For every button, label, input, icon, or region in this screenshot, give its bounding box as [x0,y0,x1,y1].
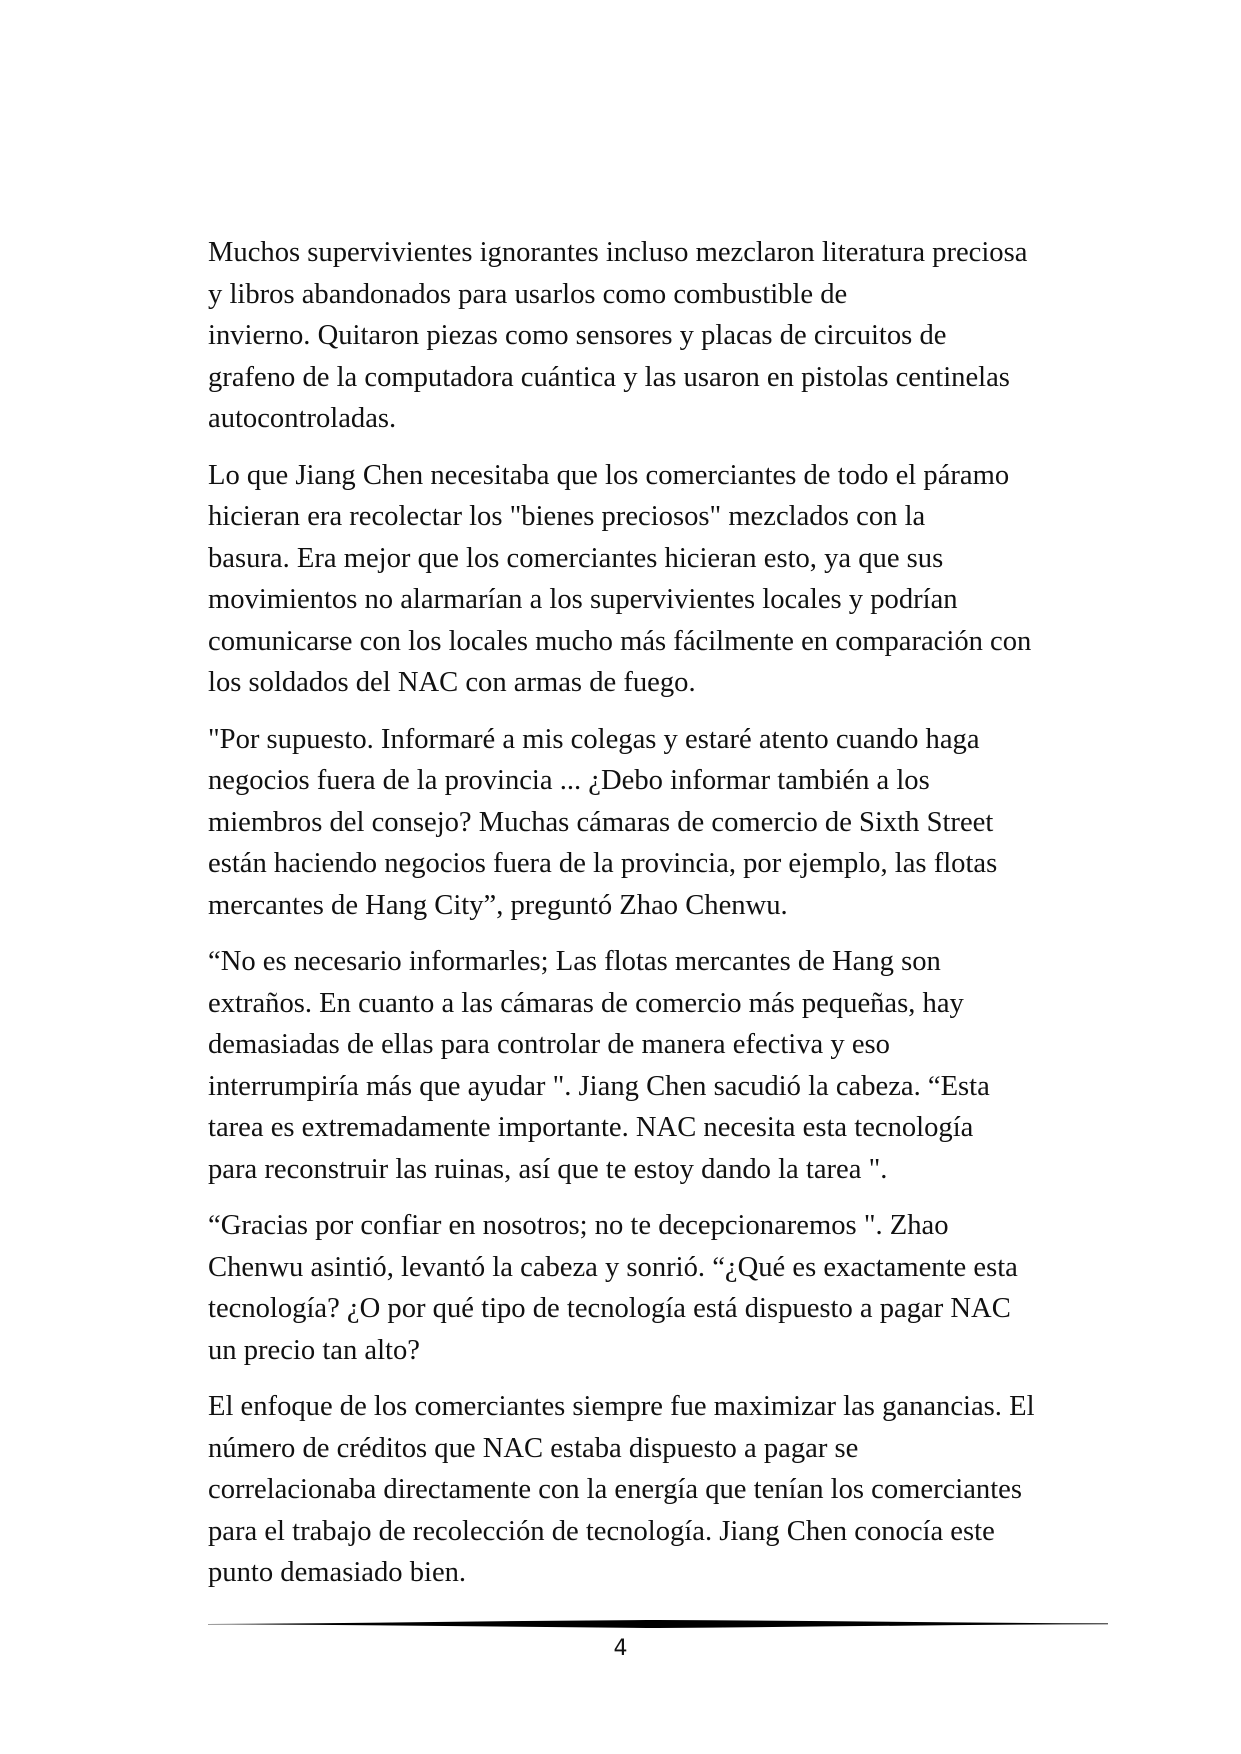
text-line: Muchos supervivientes ignorantes incluso mezclaron literatura preciosa [208,237,1028,268]
text-line: tecnología? ¿O por qué tipo de tecnología está dispuesto a pagar NAC [208,1293,1011,1324]
text-line: negocios fuera de la provincia ... ¿Debo informar también a los [208,765,930,796]
text-line: miembros del consejo? Muchas cámaras de comercio de Sixth Street [208,806,994,838]
text-line: tarea es extremadamente importante. NAC necesita esta tecnología [208,1112,974,1143]
text-line: correlacionaba directamente con la energía que tenían los comerciantes [208,1474,1022,1505]
text-line: autocontroladas. [208,403,397,434]
paragraph-3 [208,719,1080,927]
text-line: número de créditos que NAC estaba dispuesto a pagar se [208,1432,859,1464]
text-line: grafeno de la computadora cuántica y las usaron en pistolas centinelas [208,361,1010,393]
text-line: mercantes de Hang City”, preguntó Zhao Chenwu. [208,889,788,921]
text-line: y libros abandonados para usarlos como combustible de [208,278,848,310]
footer-divider [208,1617,1108,1631]
text-line: basura. Era mejor que los comerciantes hicieran esto, ya que sus [208,542,944,574]
text-line: para el trabajo de recolección de tecnología. Jiang Chen conocía este [208,1515,995,1547]
text-line: invierno. Quitaron piezas como sensores y placas de circuitos de [208,320,947,351]
text-line: los soldados del NAC con armas de fuego. [208,667,696,698]
text-line: para reconstruir las ruinas, así que te estoy dando la tarea ". [208,1153,888,1185]
text-line: movimientos no alarmarían a los supervivientes locales y podrían [208,584,958,615]
text-line: un precio tan alto? [208,1334,420,1366]
body-text [208,232,1080,1609]
paragraph-2 [208,455,1080,704]
text-line: "Por supuesto. Informaré a mis colegas y estaré atento cuando haga [208,723,980,755]
text-line: extraños. En cuanto a las cámaras de comercio más pequeñas, hay [208,987,964,1019]
paragraph-1 [208,232,1080,440]
text-line: Chenwu asintió, levantó la cabeza y sonrió. “¿Qué es exactamente esta [208,1251,1018,1283]
text-line: El enfoque de los comerciantes siempre fue maximizar las ganancias. El [208,1391,1035,1422]
text-line: comunicarse con los locales mucho más fácilmente en comparación con [208,625,1032,657]
text-line: están haciendo negocios fuera de la provincia, por ejemplo, las flotas [208,848,998,879]
paragraph-6 [208,1386,1080,1594]
text-line: interrumpiría más que ayudar ". Jiang Chen sacudió la cabeza. “Esta [208,1070,990,1102]
text-line: hicieran era recolectar los "bienes preciosos" mezclados con la [208,501,926,532]
text-line: “Gracias por confiar en nosotros; no te decepcionaremos ". Zhao [208,1210,949,1241]
paragraph-5 [208,1205,1080,1371]
text-line: demasiadas de ellas para controlar de manera efectiva y eso [208,1029,890,1060]
text-line: punto demasiado bien. [208,1557,467,1588]
text-line: Lo que Jiang Chen necesitaba que los comerciantes de todo el páramo [208,459,1010,491]
page-number: 4 [613,1636,628,1661]
text-line: “No es necesario informarles; Las flotas mercantes de Hang son [208,946,941,977]
paragraph-4 [208,941,1080,1190]
